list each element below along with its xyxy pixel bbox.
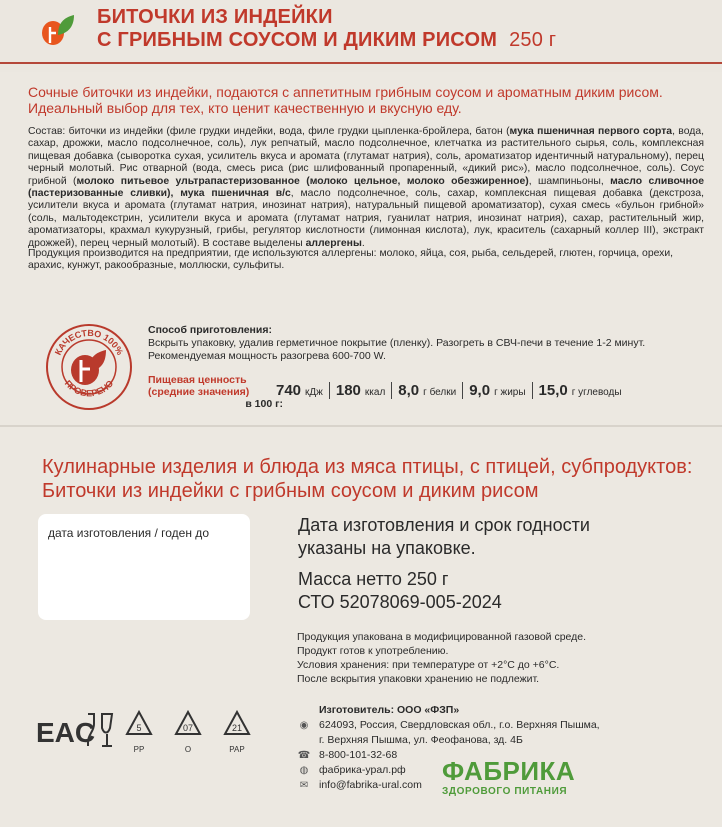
preparation-text [148,337,708,363]
nutrition-protein [391,382,462,399]
info-date-line2: указаны на упаковке. [298,538,476,558]
nutrition-label-line3: в 100 г: [245,398,283,410]
mail-icon: ✉ [299,780,309,791]
recycle-pp-code: PP [133,745,145,754]
nv-unit: кДж [305,387,323,398]
storage-line4: После вскрытия упаковки хранению не подлежит. [297,673,540,685]
product-category [42,455,702,503]
standard-code: СТО 52078069-005-2024 [298,592,502,612]
product-title-line2: С ГРИБНЫМ СОУСОМ И ДИКИМ РИСОМ [97,29,498,51]
section-divider [0,425,722,427]
nutrition-label [148,374,283,410]
address-row2 [297,733,600,748]
composition-allergen: молоко питьевое ультрапастеризованное (молоко цельное, молоко обезжиренное) [76,175,529,187]
composition-text: . [361,237,365,249]
allergen-note: Продукция производится на предприятии, где используются аллергены: молоко, яйца, соя, рыба, сельдерей, глютен, горчица, орехи, арахис, кунжут, ракообразные, моллюски, сульфиты. [28,248,674,272]
address-line2: г. Верхняя Пышма, ул. Феофанова, зд. 4Б [319,734,523,746]
brand-logo [442,758,575,797]
nutrition-fat [462,382,531,399]
nutrition-carbs [532,382,628,399]
brand-subtitle: ЗДОРОВОГО ПИТАНИЯ [442,786,568,797]
composition-text: , шампиньоны, [528,175,611,187]
storage-line1: Продукция упакована в модифицированной газовой среде. [297,631,587,643]
nv-unit: г углеводы [571,387,622,398]
recycle-pap-number: 21 [231,723,243,733]
address-line1: 624093, Россия, Свердловская обл., г.о. Верхняя Пышма, [319,719,600,731]
composition [28,126,704,250]
quality-seal-icon [44,322,134,412]
phone-icon: ☎ [297,750,311,761]
recycle-o-code: O [184,745,192,754]
brand-logo-icon [40,13,76,47]
info-date-line1: Дата изготовления и срок годности [298,515,590,535]
header-divider [0,62,722,64]
date-box [38,514,250,620]
nutrition-label-line2: (средние значения) [148,386,250,398]
preparation-line2: Рекомендуемая мощность разогрева 600-700 W. [148,350,386,362]
promo-line1: Сочные биточки из индейки, подаются с аппетитным грибным соусом и ароматным диким рисом. [28,84,663,100]
storage-info [297,630,717,686]
recycle-pp-number: 5 [136,723,142,733]
date-box-label: дата изготовления / годен до [48,526,209,540]
composition-allergen: масло сливочное (пастеризованные сливки), мука пшеничная в/с [28,175,705,200]
product-title [97,6,556,52]
nutrition-label-line1: Пищевая ценность [148,374,247,386]
location-icon: ◉ [299,720,309,731]
nv-value: 9,0 [469,382,491,399]
nv-unit: г белки [423,387,457,398]
manufacturer-address [297,718,600,733]
nv-value: 740 [276,382,302,399]
storage-line3: Условия хранения: при температуре от +2°С до +6°С. [297,659,560,671]
composition-allergen: мука пшеничная первого сорта [509,126,673,137]
globe-icon: ◍ [299,765,309,776]
nv-value: 15,0 [538,382,568,399]
info-block [298,514,718,614]
phone-text: 8-800-101-32-68 [319,749,398,761]
promo-line2: Идеальный выбор для тех, кто ценит качественную и вкусную еду. [28,100,462,116]
nv-unit: ккал [364,387,386,398]
nv-unit: г жиры [494,387,526,398]
composition-text: , вода, сахар, дрожжи, масло подсолнечное, соль), лук репчатый, масло подсолнечное, клетчатка из растительного сырья, соль, комплексная пищевая добавка (сыворотка сухая, усилитель вкуса и аромата (глутамат натрия), соль, ароматизатор идентичный натуральному), перец черный молотый. Рис отварной (вода, смесь риса (рис шлифованный пропаренный, «дикий рис»), масло подсолнечное, соль). Соус грибной ( [28,126,704,187]
category-line2: Биточки из индейки с грибным соусом и диким рисом [42,480,539,502]
preparation-line1: Вскрыть упаковку, удалив герметичное покрытие (пленку). Разогреть в СВЧ-печи в течение 1-2 минут. [148,337,646,349]
product-weight: 250 г [509,29,557,51]
nutrition-values [270,382,628,399]
nv-value: 180 [335,382,361,399]
manufacturer-title: Изготовитель: ООО «ФЗП» [319,704,460,716]
nutrition-energy-kcal [329,382,391,399]
composition-text: Состав: биточки из индейки (филе грудки индейки, вода, филе грудки цыпленка-бройлера, батон ( [28,126,510,137]
certification-marks [36,702,276,772]
site-text: фабрика-урал.рф [319,764,406,776]
composition-allergen: аллергены [305,237,362,249]
net-mass: Масса нетто 250 г [298,569,449,589]
email-text: info@fabrika-ural.com [319,779,422,791]
eac-mark-icon: EAC [36,717,96,748]
recycle-o-number: 07 [182,723,194,733]
seal-top-text: КАЧЕСТВО 100% [52,327,126,357]
composition-text: , масло подсолнечное, соль, сахар, комплексная пищевая добавка (декстроза, усилители вкуса и аромата (глутамат натрия, инозинат натрия), натуральный пищевой ароматизатор), сухая смесь «бульон грибной» (соль, мальтодекстрин, усилители вкуса и аромата (глутамат натрия, гуанилат натрия, инозинат натрия), сахар, растительный жир, ароматизаторы, крахмал кукурузный, грибы, регулятор кислотности (лимонная кислота), лук, краситель (сахарный коллер III), экстракт дрожжей), перец черный молотый). В составе выделены [28,188,704,249]
storage-line2: Продукт готов к употреблению. [297,645,449,657]
recycle-pap-code: PAP [229,745,245,754]
promo-text [28,84,708,116]
nv-value: 8,0 [398,382,420,399]
brand-name: ФАБРИКА [442,756,576,786]
seal-bottom-text: ПРОВЕРЕНО [62,378,116,399]
preparation-title: Способ приготовления: [148,324,272,336]
product-title-line1: БИТОЧКИ ИЗ ИНДЕЙКИ [97,6,333,28]
nutrition-energy-kj [270,382,329,399]
category-line1: Кулинарные изделия и блюда из мяса птицы, с птицей, субпродуктов: [42,456,693,478]
